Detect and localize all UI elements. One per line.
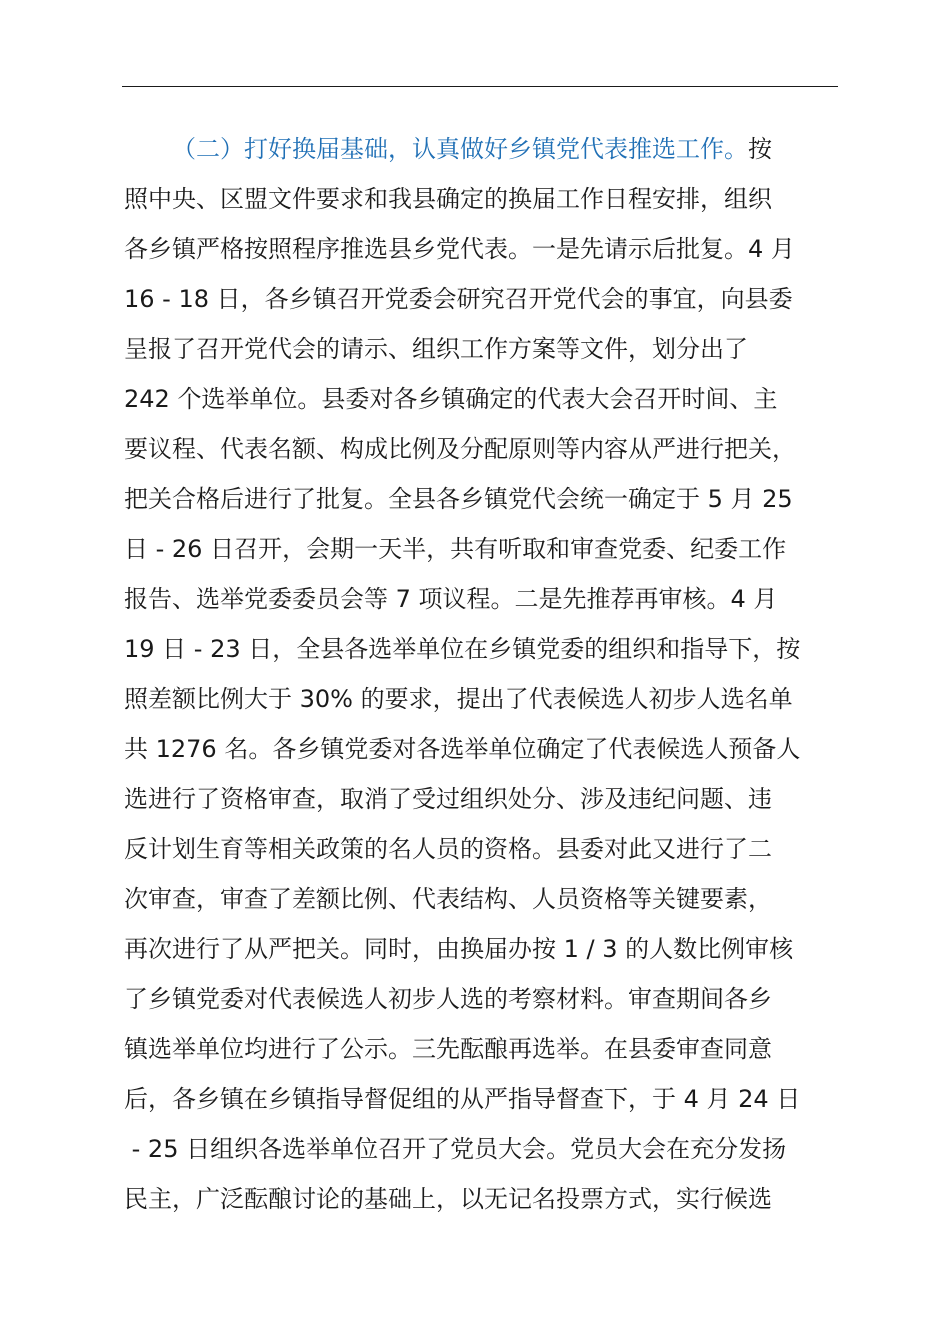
paragraph-line-6: 242 个选举单位。县委对各乡镇确定的代表大会召开时间、主 — [124, 385, 778, 413]
paragraph-line-13: 共 1276 名。各乡镇党委对各选举单位确定了代表候选人预备人 — [124, 735, 801, 763]
header-rule — [122, 86, 838, 87]
paragraph-line-9: 日 - 26 日召开，会期一天半，共有听取和审查党委、纪委工作 — [124, 535, 787, 563]
paragraph-line-19: 镇选举单位均进行了公示。三先酝酿再选举。在县委审查同意 — [124, 1035, 772, 1063]
line-text: 按 — [748, 135, 772, 163]
paragraph-line-16: 次审查，审查了差额比例、代表结构、人员资格等关键要素， — [124, 885, 772, 913]
paragraph-line-4: 16 - 18 日，各乡镇召开党委会研究召开党代会的事宜，向县委 — [124, 285, 793, 313]
paragraph-line-17: 再次进行了从严把关。同时，由换届办按 1 / 3 的人数比例审核 — [124, 935, 794, 963]
paragraph-line-8: 把关合格后进行了批复。全县各乡镇党代会统一确定于 5 月 25 — [124, 485, 793, 513]
paragraph-line-5: 呈报了召开党代会的请示、组织工作方案等文件，划分出了 — [124, 335, 748, 363]
paragraph-line-3: 各乡镇严格按照程序推选县乡党代表。一是先请示后批复。4 月 — [124, 235, 795, 263]
paragraph-line-1 — [172, 124, 772, 174]
paragraph-line-18: 了乡镇党委对代表候选人初步人选的考察材料。审查期间各乡 — [124, 985, 772, 1013]
paragraph-line-21: - 25 日组织各选举单位召开了党员大会。党员大会在充分发扬 — [124, 1135, 787, 1163]
paragraph-line-20: 后，各乡镇在乡镇指导督促组的从严指导督查下，于 4 月 24 日 — [124, 1085, 801, 1113]
paragraph-line-22: 民主，广泛酝酿讨论的基础上，以无记名投票方式，实行候选 — [124, 1185, 772, 1213]
paragraph-line-2: 照中央、区盟文件要求和我县确定的换届工作日程安排，组织 — [124, 185, 772, 213]
paragraph-line-12: 照差额比例大于 30% 的要求，提出了代表候选人初步人选名单 — [124, 685, 793, 713]
paragraph-line-7: 要议程、代表名额、构成比例及分配原则等内容从严进行把关， — [124, 435, 796, 463]
paragraph-line-11: 19 日 - 23 日，全县各选举单位在乡镇党委的组织和指导下，按 — [124, 635, 801, 663]
paragraph-line-15: 反计划生育等相关政策的名人员的资格。县委对此又进行了二 — [124, 835, 772, 863]
paragraph-line-10: 报告、选举党委委员会等 7 项议程。二是先推荐再审核。4 月 — [124, 585, 778, 613]
section-heading: （二）打好换届基础，认真做好乡镇党代表推选工作。 — [172, 135, 748, 163]
paragraph-line-14: 选进行了资格审查，取消了受过组织处分、涉及违纪问题、违 — [124, 785, 772, 813]
